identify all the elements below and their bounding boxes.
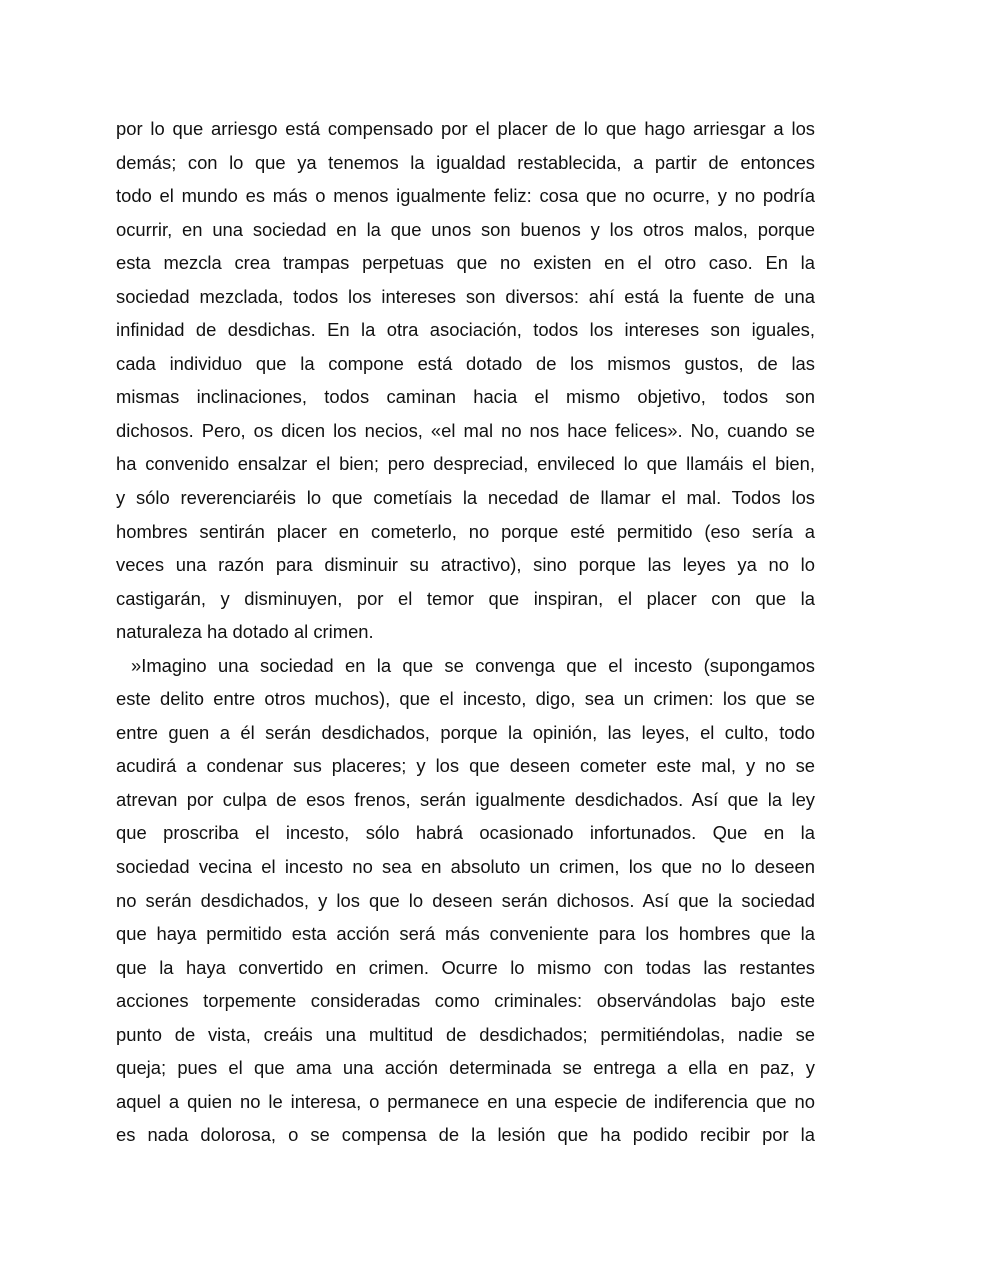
text-line: atrevan por culpa de esos frenos, serán igualmente desdichados. Así que la ley — [116, 788, 815, 810]
text-line: ha convenido ensalzar el bien; pero despreciad, envileced lo que llamáis el bien, — [116, 453, 815, 475]
text-line: cada individuo que la compone está dotado de los mismos gustos, de las — [116, 352, 815, 374]
text-line: sociedad vecina el incesto no sea en absoluto un crimen, los que no lo deseen — [116, 856, 815, 878]
text-line: mismas inclinaciones, todos caminan hacia el mismo objetivo, todos son — [116, 386, 815, 408]
text-line: que haya permitido esta acción será más conveniente para los hombres que la — [116, 923, 815, 945]
text-line: que proscriba el incesto, sólo habrá ocasionado infortunados. Que en la — [116, 822, 815, 844]
text-line: hombres sentirán placer en cometerlo, no porque esté permitido (eso sería a — [116, 520, 815, 542]
text-line: infinidad de desdichas. En la otra asociación, todos los intereses son iguales, — [116, 319, 815, 341]
paragraph-1 — [116, 112, 815, 649]
text-line: sociedad mezclada, todos los intereses son diversos: ahí está la fuente de una — [116, 285, 815, 307]
text-line: entre guen a él serán desdichados, porque la opinión, las leyes, el culto, todo — [116, 721, 815, 743]
text-line: por lo que arriesgo está compensado por el placer de lo que hago arriesgar a los — [116, 118, 815, 139]
text-line: veces una razón para disminuir su atractivo), sino porque las leyes ya no lo — [116, 554, 815, 576]
text-line: »Imagino una sociedad en la que se convenga que el incesto (supongamos — [131, 654, 815, 676]
text-line: este delito entre otros muchos), que el incesto, digo, sea un crimen: los que se — [116, 688, 815, 710]
paragraph-2 — [116, 649, 815, 1152]
text-line: dichosos. Pero, os dicen los necios, «el mal no nos hace felices». No, cuando se — [116, 419, 815, 441]
text-line: es nada dolorosa, o se compensa de la lesión que ha podido recibir por la — [116, 1124, 815, 1146]
text-line: esta mezcla crea trampas perpetuas que no existen en el otro caso. En la — [116, 252, 815, 274]
text-line: aquel a quien no le interesa, o permanece en una especie de indiferencia que no — [116, 1090, 815, 1112]
document-page — [116, 112, 815, 1152]
text-line: que la haya convertido en crimen. Ocurre lo mismo con todas las restantes — [116, 956, 815, 978]
text-line: demás; con lo que ya tenemos la igualdad restablecida, a partir de entonces — [116, 151, 815, 173]
text-line: todo el mundo es más o menos igualmente feliz: cosa que no ocurre, y no podría — [116, 185, 815, 207]
text-line: ocurrir, en una sociedad en la que unos son buenos y los otros malos, porque — [116, 218, 815, 240]
text-line: y sólo reverenciaréis lo que cometíais la necedad de llamar el mal. Todos los — [116, 487, 815, 509]
text-line: acciones torpemente consideradas como criminales: observándolas bajo este — [116, 990, 815, 1012]
text-line: acudirá a condenar sus placeres; y los que deseen cometer este mal, y no se — [116, 755, 815, 777]
text-line: no serán desdichados, y los que lo deseen serán dichosos. Así que la sociedad — [116, 889, 815, 911]
text-line: punto de vista, creáis una multitud de desdichados; permitiéndolas, nadie se — [116, 1023, 815, 1045]
text-line: castigarán, y disminuyen, por el temor que inspiran, el placer con que la — [116, 587, 815, 609]
text-line: queja; pues el que ama una acción determinada se entrega a ella en paz, y — [116, 1057, 815, 1079]
text-line: naturaleza ha dotado al crimen. — [116, 621, 374, 643]
